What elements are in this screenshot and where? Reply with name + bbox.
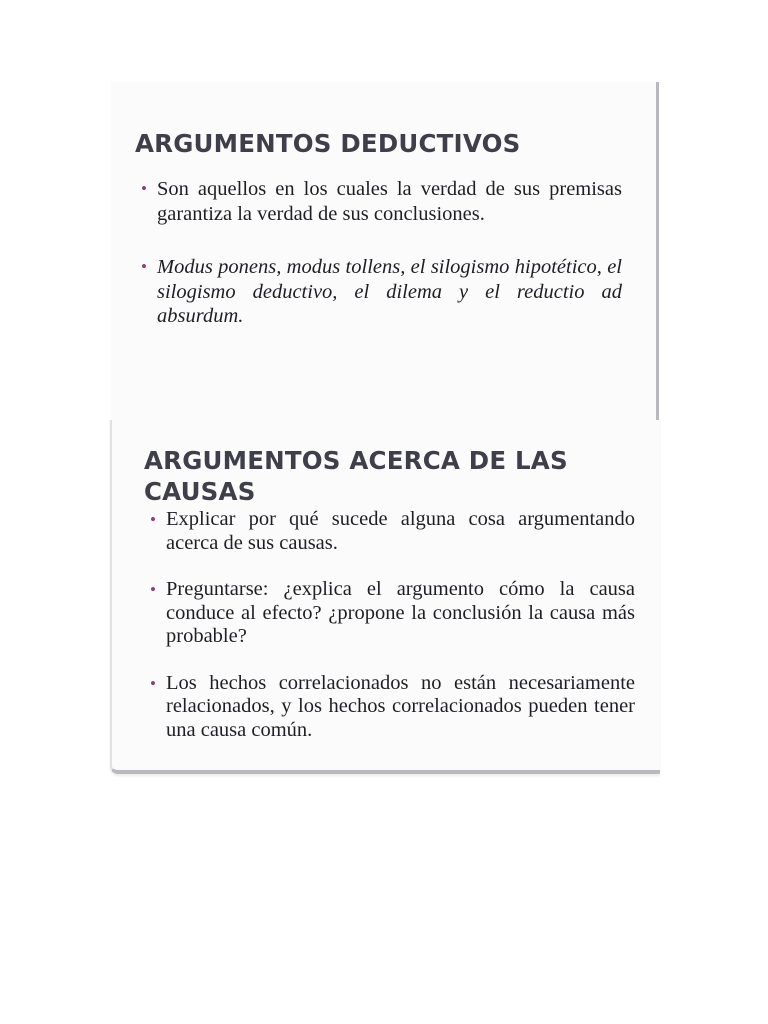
bullet-item (150, 578, 635, 649)
bullet-text: Explicar por qué sucede alguna cosa argumentando acerca de sus causas. (166, 508, 635, 554)
bullet-text: Son aquellos en los cuales la verdad de sus premisas garantiza la verdad de sus conclusiones. (157, 178, 622, 225)
slide-title: ARGUMENTOS ACERCA DE LAS CAUSAS (144, 446, 568, 506)
slide-title: ARGUMENTOS DEDUCTIVOS (135, 129, 521, 158)
bullet-list (150, 508, 635, 765)
bullet-icon: • (141, 257, 147, 276)
bullet-item (150, 672, 635, 743)
bullet-icon: • (141, 179, 147, 198)
bullet-icon: • (150, 580, 156, 599)
bullet-item (150, 508, 635, 555)
bullet-icon: • (150, 673, 156, 693)
bullet-list (141, 177, 622, 358)
bullet-text: Preguntarse: ¿explica el argumento cómo la causa conduce al efecto? ¿propone la conclusión la causa más probable? (166, 578, 635, 647)
bullet-text: Los hechos correlacionados no están necesariamente relacionados, y los hechos correlacionados pueden tener una causa común. (166, 671, 635, 741)
bullet-item (141, 177, 622, 226)
bullet-item (141, 255, 622, 329)
slide-argumentos-deductivos (111, 82, 659, 420)
slide-argumentos-causas (110, 420, 660, 774)
bullet-icon: • (150, 510, 156, 529)
bullet-text: Modus ponens, modus tollens, el silogismo hipotético, el silogismo deductivo, el dilema y el reductio ad absurdum. (157, 256, 622, 327)
